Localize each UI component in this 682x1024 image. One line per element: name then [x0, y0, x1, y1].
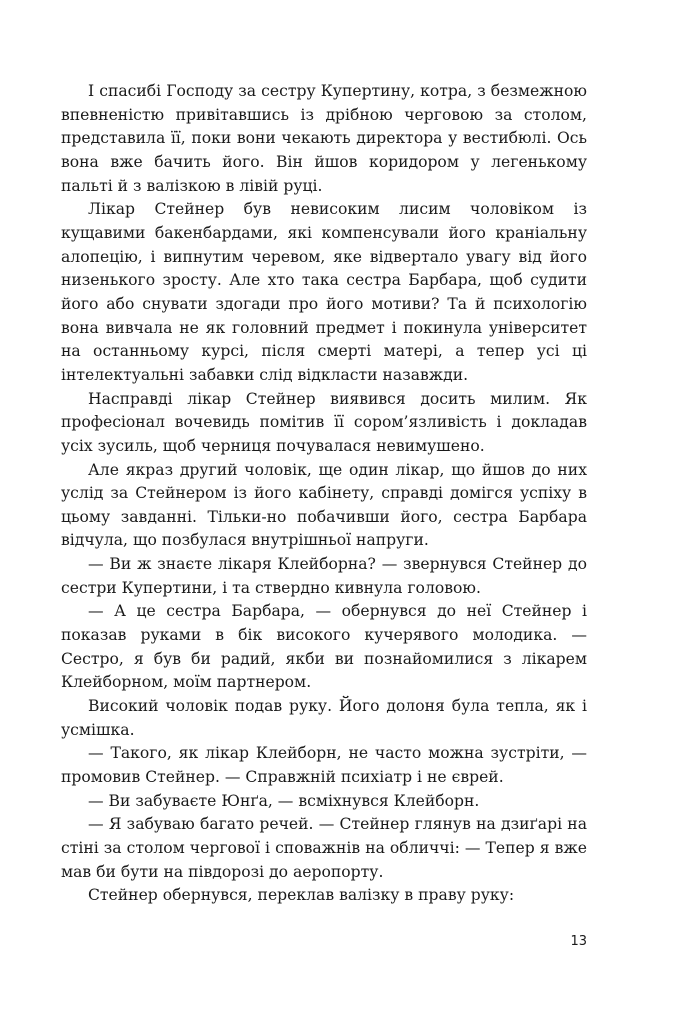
paragraph: І спасибі Господу за сестру Купертину, котра, з безмежною впевненістю привітавшись із дрібною черговою за столом, представила її, поки вони чекають директора у вестибюлі. Ось вона вже бачить його. Він йшов коридором у легенькому пальті й з валізкою в лівій руці. — [61, 82, 587, 195]
paragraph: Лікар Стейнер був невисоким лисим чоловіком із кущавими бакенбардами, які компенсували його краніальну алопецію, і випнутим черевом, яке відвертало увагу від його низенького зросту. Але хто така сестра Барбара, щоб судити його або снувати здогади про його мотиви? Та й психологію вона вивчала не як головний предмет і покинула університет на останньому курсі, після смерті матері, а тепер усі ці інтелектуальні забавки слід відкласти назавжди. — [61, 200, 587, 384]
body-text — [61, 80, 587, 908]
paragraph: — А це сестра Барбара, — обернувся до неї Стейнер і показав руками в бік високого кучерявого молодика. — Сестро, я був би радий, якби ви познайомилися з лікарем Клейборном, моїм партнером. — [61, 602, 587, 692]
paragraph: Стейнер обернувся, переклав валізку в праву руку: — [88, 886, 515, 905]
paragraph: — Я забуваю багато речей. — Стейнер глянув на дзиґарі на стіні за столом чергової і споважнів на обличчі: — Тепер я вже мав би бути на півдорозі до аеропорту. — [61, 815, 587, 881]
paragraph: — Ви забуваєте Юнґа, — всміхнувся Клейборн. — [88, 791, 480, 810]
paragraph: — Ви ж знаєте лікаря Клейборна? — звернувся Стейнер до сестри Купертини, і та ствердно кивнула головою. — [61, 555, 587, 597]
page-number: 13 — [570, 934, 587, 949]
paragraph: Високий чоловік подав руку. Його долоня була тепла, як і усмішка. — [61, 697, 587, 739]
paragraph: Але якраз другий чоловік, ще один лікар, що йшов до них услід за Стейнером із його кабінету, справді домігся успіху в цьому завданні. Тільки-но побачивши його, сестра Барбара відчула, що позбулася внутрішньої напруги. — [61, 460, 587, 550]
paragraph: — Такого, як лікар Клейборн, не часто можна зустріти, — промовив Стейнер. — Справжній психіатр і не єврей. — [61, 744, 587, 787]
paragraph: Насправді лікар Стейнер виявився досить милим. Як професіонал вочевидь помітив її сором’язливість і докладав усіх зусиль, щоб черниця почувалася невимушено. — [61, 389, 587, 455]
